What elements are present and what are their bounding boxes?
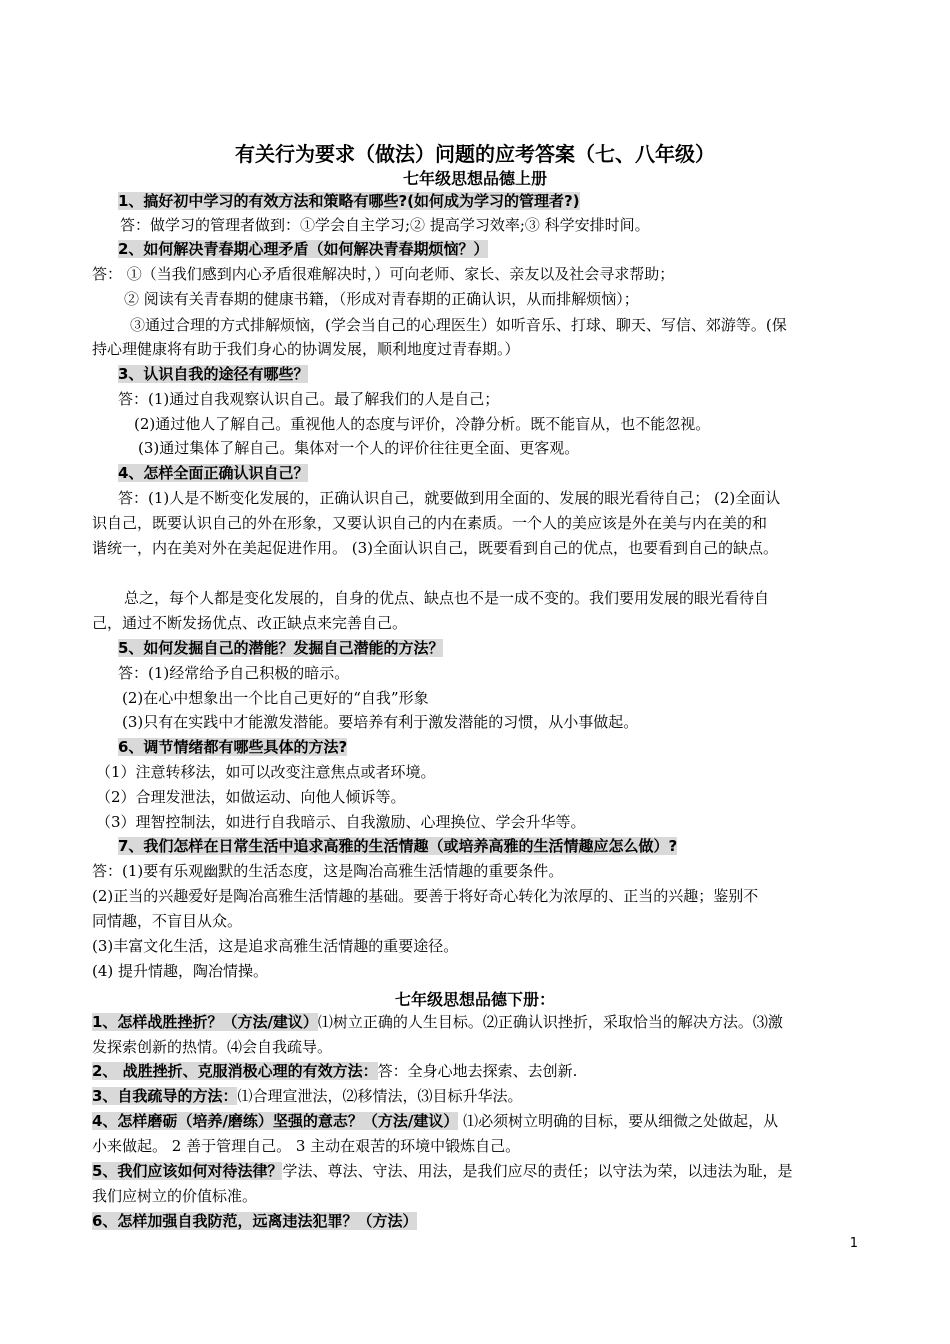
- question-7: 7、我们怎样在日常生活中追求高雅的生活情趣（或培养高雅的生活情趣应怎么做）?: [118, 837, 678, 855]
- part2-question-4: 4、怎样磨砺（培养/磨练）坚强的意志？（方法/建议）: [92, 1112, 459, 1130]
- part2-answer-2: 答：全身心地去探索、去创新.: [377, 1062, 578, 1080]
- part2-answer-1-line-1: ⑴树立正确的人生目标。⑵正确认识挫折，采取恰当的解决方法。⑶激: [317, 1013, 783, 1031]
- section-title-grade7-vol2: 七年级思想品德下册：: [394, 990, 555, 1009]
- part2-question-5: 5、我们应该如何对待法律？: [92, 1162, 283, 1180]
- answer-4-line-4: 总之，每个人都是变化发展的，自身的优点、缺点也不是一成不变的。我们要用发展的眼光看待自: [124, 589, 770, 607]
- page-number: 1: [849, 1236, 858, 1251]
- answer-5-line-3: (3)只有在实践中才能激发潜能。要培养有利于激发潜能的习惯，从小事做起。: [122, 713, 639, 731]
- part2-question-1: 1、怎样战胜挫折？（方法/建议）: [92, 1013, 318, 1031]
- part2-answer-5-line-2: 我们应树立的价值标准。: [92, 1187, 258, 1205]
- answer-5-line-1: 答：(1)经常给予自己积极的暗示。: [118, 664, 350, 682]
- answer-7-line-4: (3)丰富文化生活，这是追求高雅生活情趣的重要途径。: [92, 937, 459, 955]
- answer-7-line-3: 同情趣，不盲目从众。: [92, 912, 243, 930]
- answer-7-line-2: (2)正当的兴趣爱好是陶冶高雅生活情趣的基础。要善于将好奇心转化为浓厚的、正当的兴趣；鉴别不: [92, 887, 759, 905]
- answer-3-line-1: 答：(1)通过自我观察认识自己。最了解我们的人是自己；: [118, 390, 500, 408]
- answer-4-line-1: 答：(1)人是不断变化发展的，正确认识自己，就要做到用全面的、发展的眼光看待自己； (2)全面认: [118, 489, 781, 507]
- section-title-grade7-vol1: 七年级思想品德上册: [402, 169, 547, 188]
- answer-4-line-3: 谐统一，内在美对外在美起促进作用。 (3)全面认识自己，既要看到自己的优点，也要看到自己的缺点。: [92, 539, 779, 557]
- part2-answer-4-line-2: 小来做起。 2 善于管理自己。 3 主动在艰苦的环境中锻炼自己。: [92, 1137, 521, 1155]
- answer-1: 答：做学习的管理者做到：①学会自主学习;② 提高学习效率;③ 科学安排时间。: [120, 216, 650, 234]
- answer-6-line-1: （1）注意转移法，如可以改变注意焦点或者环境。: [96, 763, 436, 781]
- question-6: 6、调节情绪都有哪些具体的方法?: [118, 738, 348, 756]
- answer-2-line-3: ③通过合理的方式排解烦恼，(学会当自己的心理医生）如听音乐、打球、聊天、写信、郊游等。(保: [130, 316, 787, 334]
- question-5: 5、如何发掘自己的潜能？发掘自己潜能的方法？: [118, 639, 444, 657]
- question-4: 4、怎样全面正确认识自己？: [118, 464, 309, 482]
- question-1: 1、搞好初中学习的有效方法和策略有哪些?(如何成为学习的管理者?): [118, 192, 580, 210]
- answer-7-line-5: (4) 提升情趣，陶冶情操。: [92, 962, 269, 980]
- answer-4-line-2: 识自己，既要认识自己的外在形象，又要认识自己的内在素质。一个人的美应该是外在美与内在美的和: [92, 514, 768, 532]
- question-3: 3、认识自我的途径有哪些？: [118, 365, 309, 383]
- answer-6-line-3: （3）理智控制法，如进行自我暗示、自我激励、心理换位、学会升华等。: [96, 813, 586, 831]
- answer-7-line-1: 答：(1)要有乐观幽默的生活态度，这是陶冶高雅生活情趣的重要条件。: [92, 862, 564, 880]
- part2-answer-4-line-1: ⑴必须树立明确的目标，要从细微之处做起，从: [458, 1112, 779, 1130]
- part2-question-6: 6、怎样加强自我防范，远离违法犯罪？（方法）: [92, 1212, 418, 1230]
- part2-question-2: 2、 战胜挫折、克服消极心理的有效方法：: [92, 1062, 378, 1080]
- answer-2-line-2: ② 阅读有关青春期的健康书籍，（形成对青春期的正确认识，从而排解烦恼）；: [124, 290, 639, 308]
- answer-2-line-1: 答： ①（当我们感到内心矛盾很难解决时，）可向老师、家长、亲友以及社会寻求帮助；: [92, 265, 675, 283]
- answer-6-line-2: （2）合理发泄法，如做运动、向他人倾诉等。: [96, 788, 406, 806]
- part2-question-3: 3、自我疏导的方法：: [92, 1087, 238, 1105]
- part2-answer-1-line-2: 发探索创新的热情。⑷会自我疏导。: [92, 1038, 333, 1056]
- part2-answer-3: ⑴合理宣泄法，⑵移情法，⑶目标升华法。: [237, 1087, 523, 1105]
- answer-3-line-3: (3)通过集体了解自己。集体对一个人的评价往往更全面、更客观。: [138, 439, 580, 457]
- answer-3-line-2: (2)通过他人了解自己。重视他人的态度与评价，冷静分析。既不能盲从，也不能忽视。: [134, 415, 711, 433]
- document-title: 有关行为要求（做法）问题的应考答案（七、八年级）: [235, 142, 715, 166]
- question-2: 2、如何解决青春期心理矛盾（如何解决青春期烦恼？）: [118, 240, 489, 258]
- answer-2-line-4: 持心理健康将有助于我们身心的协调发展，顺利地度过青春期。）: [92, 340, 520, 358]
- part2-answer-5-line-1: 学法、尊法、守法、用法，是我们应尽的责任；以守法为荣，以违法为耻，是: [282, 1162, 793, 1180]
- answer-4-line-5: 己，通过不断发扬优点、改正缺点来完善自己。: [92, 614, 408, 632]
- answer-5-line-2: (2)在心中想象出一个比自己更好的“自我”形象: [122, 689, 429, 707]
